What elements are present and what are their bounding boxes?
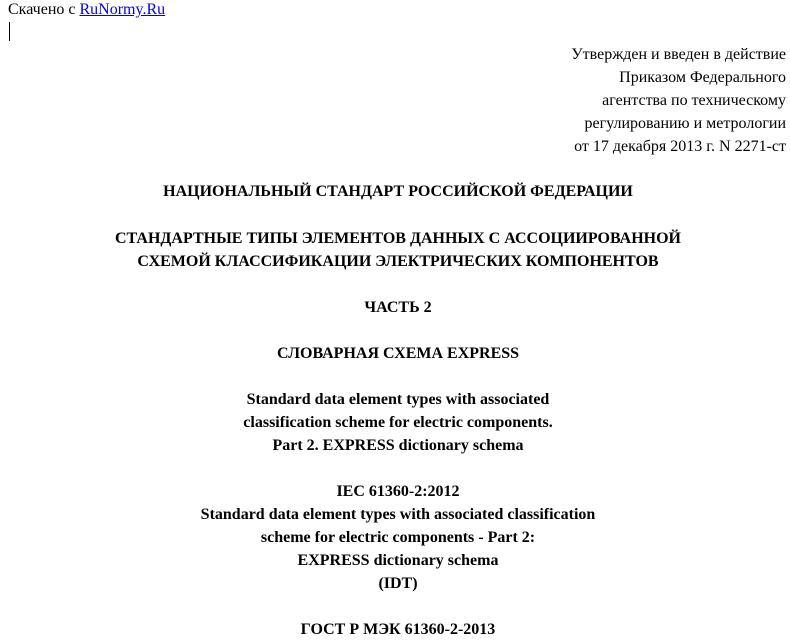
- text-cursor: [9, 22, 10, 41]
- english-title-line: classification scheme for electric components.: [243, 414, 553, 431]
- iec-block: [0, 480, 790, 595]
- part-heading: [0, 296, 790, 319]
- national-standard-text: НАЦИОНАЛЬНЫЙ СТАНДАРТ РОССИЙСКОЙ ФЕДЕРАЦИИ: [163, 183, 633, 200]
- source-line: [8, 0, 165, 19]
- approval-line: от 17 декабря 2013 г. N 2271-ст: [574, 138, 786, 155]
- source-prefix: Скачено с: [8, 1, 80, 18]
- iec-title-line: Standard data element types with associated classification: [200, 506, 596, 523]
- english-title: [0, 388, 790, 457]
- iec-title-line: scheme for electric components - Part 2:: [260, 529, 536, 546]
- subtitle-heading: [0, 342, 790, 365]
- idt-label: (IDT): [378, 575, 418, 592]
- approval-line: Приказом Федерального: [619, 69, 786, 86]
- approval-line: Утвержден и введен в действие: [571, 46, 786, 63]
- approval-line: регулированию и метрологии: [584, 115, 786, 132]
- runormy-link[interactable]: RuNormy.Ru: [79, 1, 166, 18]
- standard-title-line: СХЕМОЙ КЛАССИФИКАЦИИ ЭЛЕКТРИЧЕСКИХ КОМПОНЕНТОВ: [137, 253, 659, 270]
- subtitle-text: СЛОВАРНАЯ СХЕМА EXPRESS: [276, 345, 520, 362]
- english-title-line: Part 2. EXPRESS dictionary schema: [272, 437, 524, 454]
- part-text: ЧАСТЬ 2: [364, 299, 432, 316]
- english-title-line: Standard data element types with associated: [246, 391, 550, 408]
- gost-heading: [0, 618, 790, 641]
- national-standard-heading: [0, 180, 790, 203]
- approval-line: агентства по техническому: [602, 92, 786, 109]
- standard-title-line: СТАНДАРТНЫЕ ТИПЫ ЭЛЕМЕНТОВ ДАННЫХ С АССОЦИИРОВАННОЙ: [114, 230, 681, 247]
- standard-title: [0, 227, 790, 273]
- iec-code: IEC 61360-2:2012: [336, 483, 460, 500]
- gost-code: ГОСТ Р МЭК 61360-2-2013: [300, 621, 496, 638]
- iec-title-line: EXPRESS dictionary schema: [297, 552, 499, 569]
- approval-block: [571, 43, 786, 158]
